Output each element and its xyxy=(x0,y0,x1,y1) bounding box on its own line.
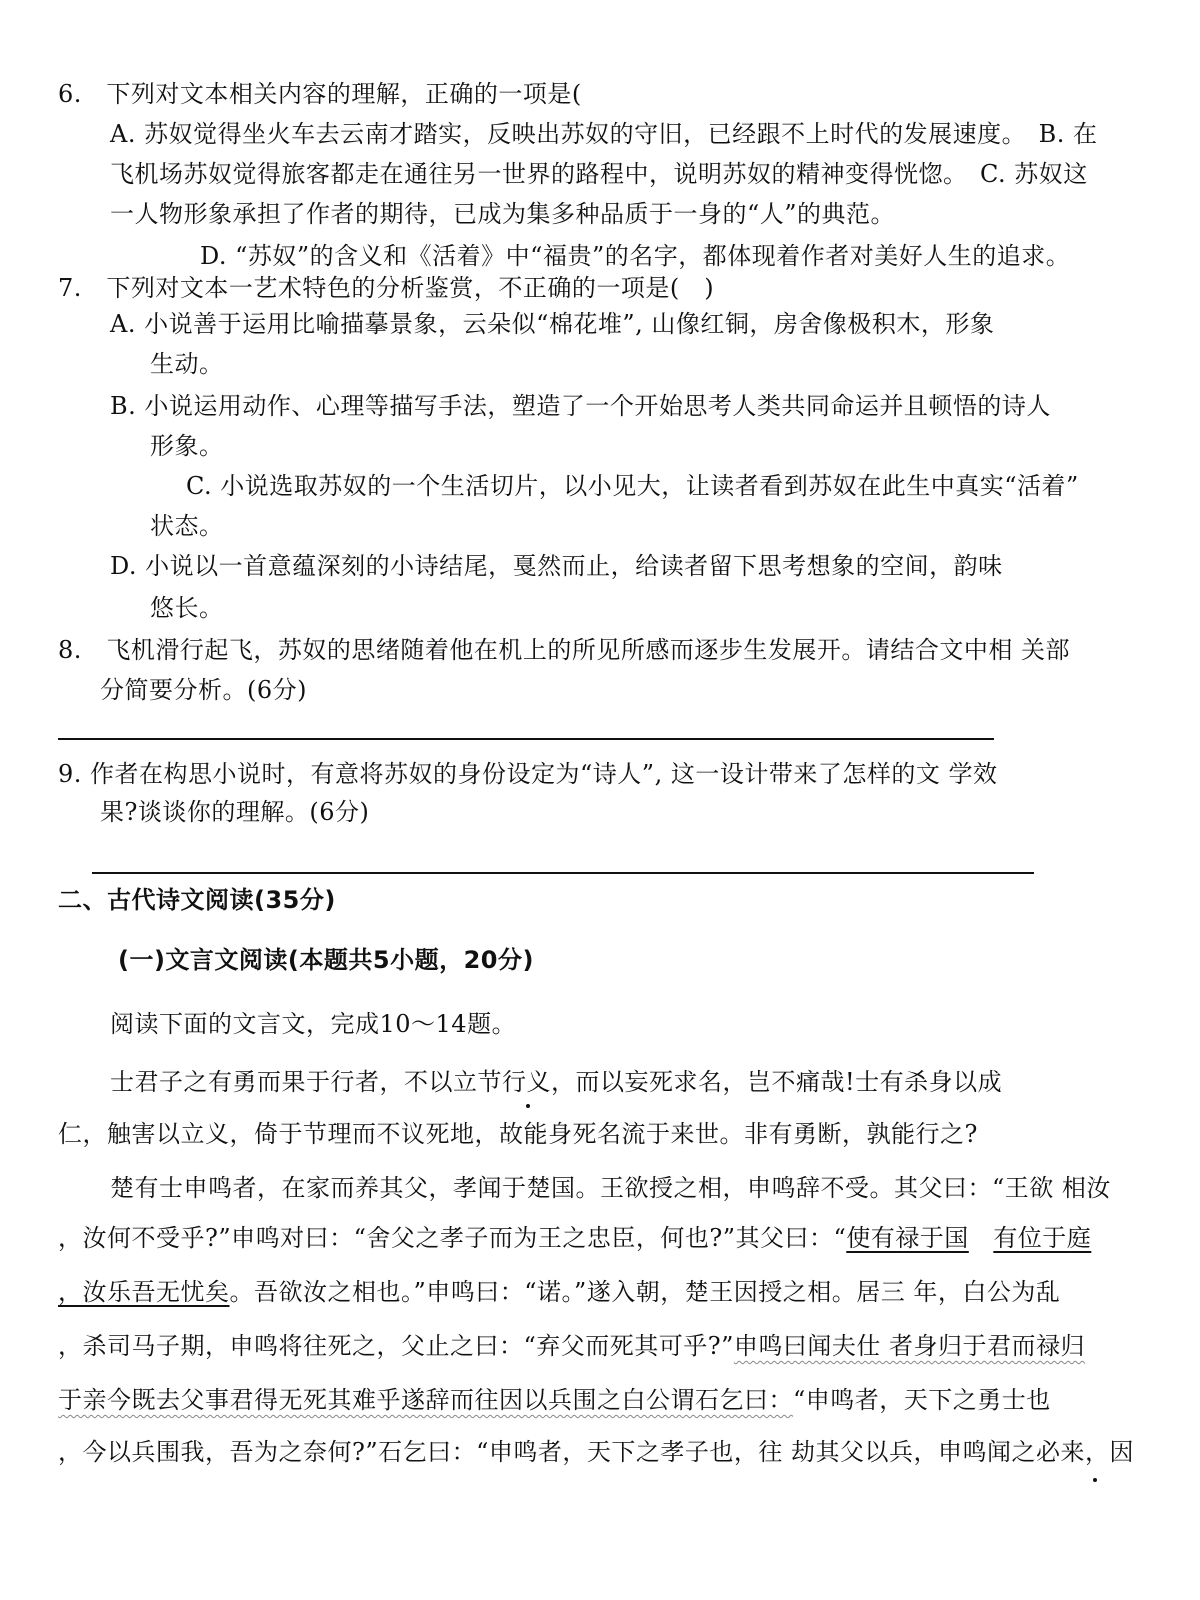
passage-para-1-line-1: 士君子之有勇而果于行者，不以立节行义，而以妄死求名，岂不痛哉!士有杀身以成 xyxy=(110,1068,1003,1096)
emphasis-dot xyxy=(526,1104,530,1108)
section-title: 二、古代诗文阅读(35分) xyxy=(58,886,336,914)
q9-stem-line-2: 果?谈谈你的理解。(6分) xyxy=(100,798,370,826)
q9-answer-line xyxy=(92,872,1034,874)
q7-option-b-line-1: B. 小说运用动作、心理等描写手法，塑造了一个开始思考人类共同命运并且顿悟的诗人 xyxy=(110,392,1051,420)
underlined-sentence-part-1: 使有禄于国 xyxy=(846,1224,969,1252)
q7-option-a-line-1: A. 小说善于运用比喻描摹景象，云朵似“棉花堆”, 山像红铜，房舍像极积木，形象 xyxy=(110,310,995,338)
q6-stem: 6. 下列对文本相关内容的理解，正确的一项是( xyxy=(58,80,582,108)
reading-instruction: 阅读下面的文言文，完成10～14题。 xyxy=(110,1010,517,1038)
wavy-underlined-text-1: 申鸣曰闻夫仕 者身归于君而禄归 xyxy=(733,1332,1086,1360)
passage-para-2-line-3: ，汝乐吾无忧矣。吾欲汝之相也。”申鸣曰：“诺。”遂入朝，楚王因授之相。居三 年，白公为乱 xyxy=(58,1278,1061,1306)
subsection-title: (一)文言文阅读(本题共5小题，20分) xyxy=(118,946,534,974)
passage-para-2-line-5: 于亲今既去父事君得无死其难乎遂辞而往因以兵围之白公谓石乞曰：“申鸣者，天下之勇士也 xyxy=(58,1386,1051,1414)
q7-stem: 7. 下列对文本一艺术特色的分析鉴赏，不正确的一项是( ) xyxy=(58,274,715,302)
q6-line-3: 一人物形象承担了作者的期待，已成为集多种品质于一身的“人”的典范。 xyxy=(110,200,896,228)
q7-option-d-line-2: 悠长。 xyxy=(150,594,224,622)
passage-para-2-line-6: ，今以兵围我，吾为之奈何?”石乞曰：“申鸣者，天下之孝子也，往 劫其父以兵，申鸣闻之必来，因 xyxy=(58,1438,1135,1466)
passage-para-2-line-1: 楚有士申鸣者，在家而养其父，孝闻于楚国。王欲授之相，申鸣辞不受。其父曰：“王欲 相汝 xyxy=(110,1174,1111,1202)
q9-stem-line-1: 9. 作者在构思小说时，有意将苏奴的身份设定为“诗人”, 这一设计带来了怎样的文 学效 xyxy=(58,760,998,788)
passage-para-2-line-2: ，汝何不受乎?”申鸣对曰：“舍父之孝子而为王之忠臣，何也?”其父曰：“使有禄于国 有位于庭 xyxy=(58,1224,1092,1252)
q8-answer-line xyxy=(58,738,994,740)
q7-option-c-line-2: 状态。 xyxy=(150,512,224,540)
q8-stem-line-2: 分简要分析。(6分) xyxy=(100,676,307,704)
q6-line-2: 飞机场苏奴觉得旅客都走在通往另一世界的路程中，说明苏奴的精神变得恍惚。 C. 苏奴这 xyxy=(110,160,1088,188)
wavy-underlined-text-2: 于亲今既去父事君得无死其难乎遂辞而往因以兵围之白公谓石乞曰： xyxy=(58,1386,793,1414)
passage-para-2-line-4: ，杀司马子期，申鸣将往死之，父止之曰：“弃父而死其可乎?”申鸣曰闻夫仕 者身归于君而禄归 xyxy=(58,1332,1086,1360)
q6-option-d: D. “苏奴”的含义和《活着》中“福贵”的名字，都体现着作者对美好人生的追求。 xyxy=(200,242,1071,270)
q7-option-a-line-2: 生动。 xyxy=(150,350,224,378)
underlined-sentence-part-3: ，汝乐吾无忧矣 xyxy=(58,1278,230,1306)
q8-stem-line-1: 8. 飞机滑行起飞，苏奴的思绪随着他在机上的所见所感而逐步生发展开。请结合文中相 关部 xyxy=(58,636,1071,664)
underlined-sentence-part-2: 有位于庭 xyxy=(993,1224,1092,1252)
q7-option-b-line-2: 形象。 xyxy=(150,432,224,460)
q6-line-1: A. 苏奴觉得坐火车去云南才踏实，反映出苏奴的守旧，已经跟不上时代的发展速度。 B. 在 xyxy=(110,120,1098,148)
q7-option-d-line-1: D. 小说以一首意蕴深刻的小诗结尾，戛然而止，给读者留下思考想象的空间，韵味 xyxy=(110,552,1003,580)
passage-para-1-line-2: 仁，触害以立义，倚于节理而不议死地，故能身死名流于来世。非有勇断，孰能行之? xyxy=(58,1120,978,1148)
q7-option-c-line-1: C. 小说选取苏奴的一个生活切片，以小见大，让读者看到苏奴在此生中真实“活着” xyxy=(186,472,1079,500)
emphasis-dot xyxy=(1093,1478,1097,1482)
